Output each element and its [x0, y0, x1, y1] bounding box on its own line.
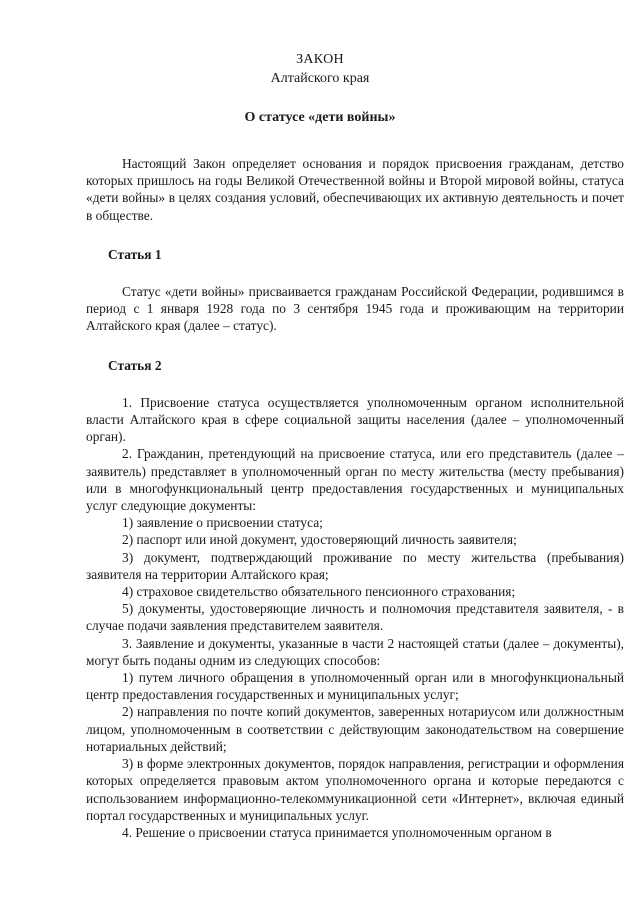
document-body — [86, 155, 624, 841]
article-2-list-item: 2) паспорт или иной документ, удостоверяющий личность заявителя; — [122, 532, 517, 548]
article-2-paragraph: 1. Присвоение статуса осуществляется уполномоченным органом исполнительной власти Алтайского края в сфере социальной защиты населения (далее – уполномоченный орган). — [86, 394, 624, 445]
article-2-heading: Статья 2 — [108, 357, 162, 373]
document-title: О статусе «дети войны» — [244, 110, 396, 125]
document-type: ЗАКОН — [296, 52, 344, 67]
article-2-list-item: 4) страховое свидетельство обязательного пенсионного страхования; — [122, 584, 516, 600]
article-2-list-item: 5) документы, удостоверяющие личность и полномочия представителя заявителя, - в случае подачи заявления представителем заявителя. — [86, 601, 624, 634]
article-2-list-item: 1) путем личного обращения в уполномоченный орган или в многофункциональный центр предоставления государственных и муниципальных услуг; — [86, 670, 624, 703]
preamble-paragraph: Настоящий Закон определяет основания и порядок присвоения гражданам, детство которых пришлось на годы Великой Отечественной войны и Второй мировой войны, статуса «дети войны» в целях создания условий, обеспечивающих их активную деятельность и почет в обществе. — [86, 156, 624, 223]
article-1-heading: Статья 1 — [108, 246, 162, 262]
article-2-list-item: 3) в форме электронных документов, порядок направления, регистрации и оформления которых определяется правовым актом уполномоченного органа и которые передаются с использованием информационно-телекоммуникационной сети «Интернет», включая единый портал государственных и муниципальных услуг. — [86, 756, 624, 823]
article-2-list-item: 1) заявление о присвоении статуса; — [122, 515, 323, 531]
article-2-paragraph: 4. Решение о присвоении статуса принимается уполномоченным органом в — [122, 824, 552, 840]
article-1-paragraph: Статус «дети войны» присваивается гражданам Российской Федерации, родившимся в период с 1 января 1928 года по 3 сентября 1945 года и проживающим на территории Алтайского края (далее – статус). — [86, 284, 624, 334]
article-2-paragraph: 2. Гражданин, претендующий на присвоение статуса, или его представитель (далее – заявитель) представляет в уполномоченный орган по месту жительства (месту пребывания) или в многофункциональный центр предоставления государственных и муниципальных услуг следующие документы: — [86, 446, 624, 514]
article-2-list-item: 3) документ, подтверждающий проживание по месту жительства (пребывания) заявителя на территории Алтайского края; — [86, 549, 624, 582]
document-region: Алтайского края — [270, 71, 370, 86]
article-2-list-item: 2) направления по почте копий документов, заверенных нотариусом или должностным лицом, уполномоченным в соответствии с действующим законодательством на совершение нотариальных действий; — [86, 704, 624, 754]
article-2-paragraph: 3. Заявление и документы, указанные в части 2 настоящей статьи (далее – документы), могут быть поданы одним из следующих способов: — [86, 635, 624, 668]
